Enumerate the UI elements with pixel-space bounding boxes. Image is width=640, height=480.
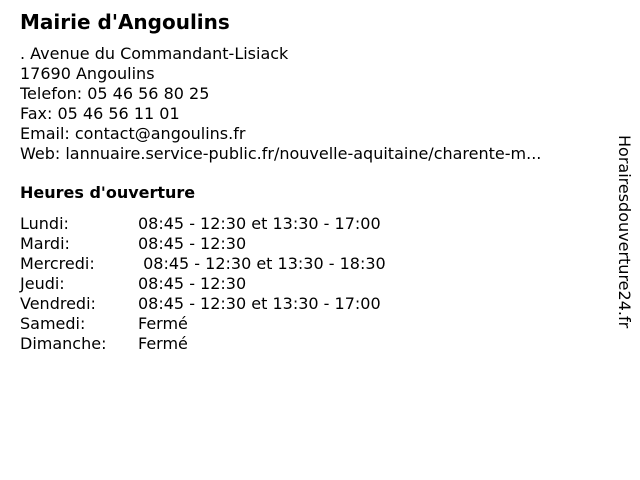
contact-block xyxy=(20,44,600,164)
day-label: Dimanche: xyxy=(20,334,107,353)
day-hours: 08:45 - 12:30 xyxy=(138,234,247,253)
web-line: Web: lannuaire.service-public.fr/nouvelle-aquitaine/charente-m... xyxy=(20,144,542,163)
day-label: Jeudi: xyxy=(20,274,65,293)
city-line: 17690 Angoulins xyxy=(20,64,155,83)
day-hours: Fermé xyxy=(138,334,188,353)
fax-line: Fax: 05 46 56 11 01 xyxy=(20,104,180,123)
hours-heading: Heures d'ouverture xyxy=(20,183,196,202)
day-label: Lundi: xyxy=(20,214,69,233)
day-hours: 08:45 - 12:30 xyxy=(138,274,247,293)
day-hours: 08:45 - 12:30 et 13:30 - 17:00 xyxy=(138,294,381,313)
site-watermark: Horairesdouverture24.fr xyxy=(615,135,634,329)
phone-line: Telefon: 05 46 56 80 25 xyxy=(20,84,210,103)
day-hours: 08:45 - 12:30 et 13:30 - 17:00 xyxy=(138,214,381,233)
page-title: Mairie d'Angoulins xyxy=(20,10,230,34)
day-label: Mardi: xyxy=(20,234,70,253)
day-hours: Fermé xyxy=(138,314,188,333)
day-hours: 08:45 - 12:30 et 13:30 - 18:30 xyxy=(138,254,386,273)
email-line: Email: contact@angoulins.fr xyxy=(20,124,246,143)
day-label: Samedi: xyxy=(20,314,86,333)
day-label: Vendredi: xyxy=(20,294,96,313)
day-label: Mercredi: xyxy=(20,254,95,273)
address-line: . Avenue du Commandant-Lisiack xyxy=(20,44,289,63)
